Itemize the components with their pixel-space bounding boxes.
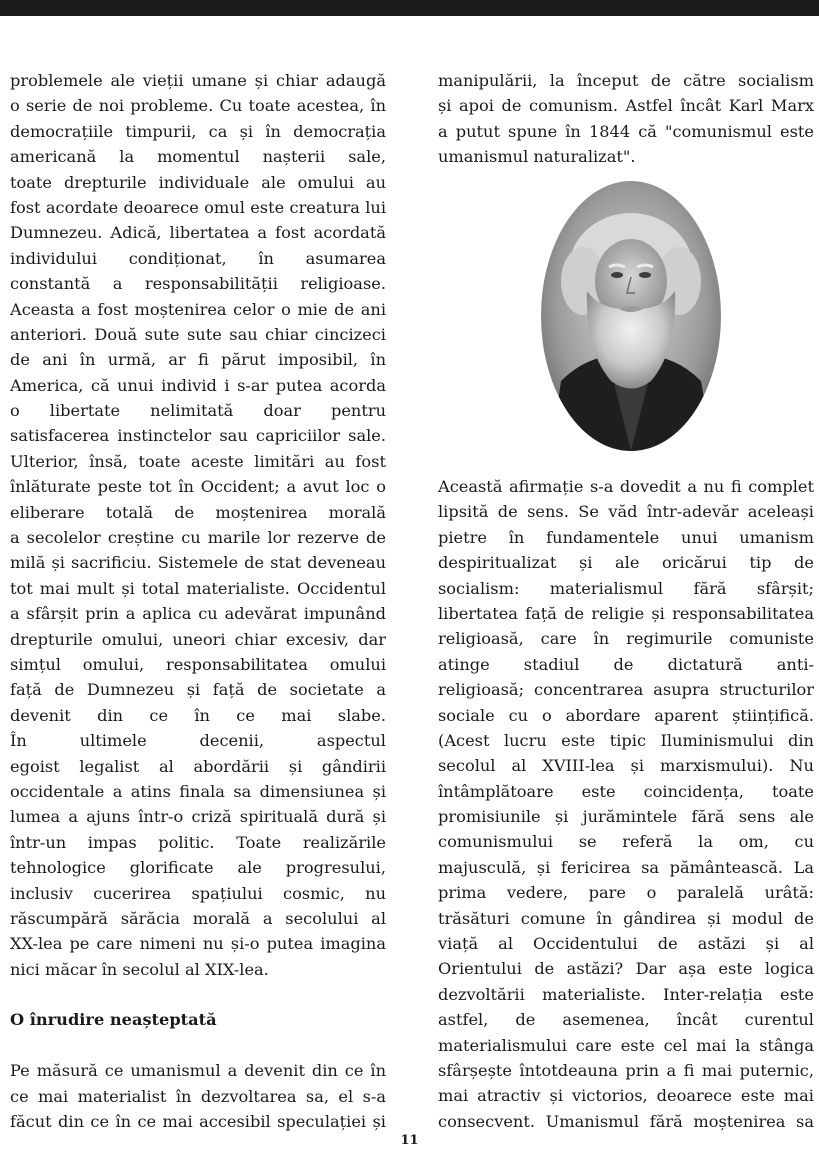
- text-line: milă și sacrificiu. Sistemele de stat deveneau: [10, 553, 386, 573]
- text-line: americană la momentul nașterii sale,: [10, 147, 386, 167]
- text-line: sociale cu o abordare aparent științifică.: [438, 705, 814, 725]
- text-line: egoist legalist al abordării și gândirii: [10, 756, 386, 776]
- text-line: umanismul naturalizat".: [438, 147, 636, 167]
- text-line: constantă a responsabilității religioase.: [10, 274, 386, 294]
- text-line: materialismului care este cel mai la stânga: [438, 1035, 814, 1055]
- text-line: occidentale a atins finala sa dimensiunea și: [10, 781, 386, 801]
- text-line: manipulării, la început de către socialism: [438, 71, 814, 90]
- text-line: astfel, de asemenea, încât curentul: [438, 1010, 814, 1030]
- text-line: întâmplătoare este coincidența, toate: [438, 781, 814, 801]
- spacer: [10, 982, 386, 1007]
- text-line: inclusiv cucerirea spațiului cosmic, nu: [10, 883, 386, 903]
- portrait-image: [541, 181, 721, 451]
- text-line: fost acordate deoarece omul este creatura lui: [10, 197, 386, 217]
- text-line: democrațiile timpurii, ca și în democrația: [10, 121, 386, 141]
- text-line: religioasă; concentrarea asupra structurilor: [438, 680, 814, 700]
- right-column-bottom: [438, 474, 814, 1134]
- text-line: XX-lea pe care nimeni nu și-o putea imagina: [10, 934, 386, 954]
- text-line: secolul al XVIII-lea și marxismului). Nu: [438, 756, 814, 776]
- text-line: de ani în urmă, ar fi părut imposibil, în: [10, 350, 386, 370]
- text-line: pietre în fundamentele unui umanism: [438, 527, 814, 547]
- text-line: sfârșește întotdeauna prin a fi mai puternic,: [438, 1060, 814, 1080]
- text-line: promisiunile și jurămintele fără sens ale: [438, 807, 814, 827]
- text-line: satisfacerea instinctelor sau capriciilor sale.: [10, 426, 386, 446]
- text-line: anteriori. Două sute sute sau chiar cincizeci: [10, 324, 386, 344]
- text-line: prima vedere, pare o paralelă urâtă:: [438, 883, 814, 903]
- text-line: consecvent. Umanismul fără moștenirea sa: [438, 1111, 814, 1131]
- text-line: America, că unui individ i s-ar putea acorda: [10, 375, 386, 395]
- text-line: nici măcar în secolul al XIX-lea.: [10, 959, 269, 979]
- section-heading: O înrudire neașteptată: [10, 1010, 217, 1030]
- left-paragraph-2: [10, 1058, 386, 1134]
- text-line: într-un impas politic. Toate realizările: [10, 832, 386, 852]
- text-line: devenit din ce în ce mai slabe.: [10, 705, 386, 725]
- text-line: individului condiționat, în asumarea: [10, 248, 386, 268]
- text-line: În ultimele decenii, aspectul: [10, 731, 386, 751]
- text-line: Dumnezeu. Adică, libertatea a fost acordată: [10, 223, 386, 243]
- text-line: religioasă, care în regimurile comuniste: [438, 629, 814, 649]
- text-line: drepturile omului, uneori chiar excesiv, dar: [10, 629, 386, 649]
- text-line: a secolelor creștine cu marile lor rezerve de: [10, 528, 386, 548]
- text-line: (Acest lucru este tipic Iluminismului din: [438, 730, 814, 750]
- text-line: dezvoltării materialiste. Inter-relația este: [438, 984, 814, 1004]
- text-line: despiritualizat și ale oricărui tip de: [438, 553, 814, 573]
- right-paragraph-2: [438, 474, 814, 1134]
- text-line: atinge stadiul de dictatură anti-: [438, 654, 814, 674]
- text-line: majusculă, și fericirea sa pământească. La: [438, 857, 814, 877]
- text-line: a sfârșit prin a aplica cu adevărat impunând: [10, 604, 386, 624]
- text-line: față de Dumnezeu și față de societate a: [10, 680, 386, 700]
- text-line: a putut spune în 1844 că "comunismul este: [438, 121, 814, 141]
- page-number: 11: [400, 1133, 419, 1148]
- top-bar: [0, 0, 819, 16]
- text-line: tot mai mult și total materialiste. Occidentul: [10, 578, 386, 598]
- text-line: simțul omului, responsabilitatea omului: [10, 654, 386, 674]
- text-line: tehnologice glorificate ale progresului,: [10, 858, 386, 878]
- text-line: libertatea față de religie și responsabilitatea: [438, 603, 814, 623]
- right-column-top: [438, 68, 814, 170]
- text-line: o libertate nelimitată doar pentru: [10, 401, 386, 421]
- text-line: comunismului se referă la om, cu: [438, 832, 814, 852]
- text-line: problemele ale vieții umane și chiar adaugă: [10, 71, 386, 90]
- text-line: ce mai materialist în dezvoltarea sa, el s-a: [10, 1086, 386, 1106]
- spacer: [10, 1033, 386, 1058]
- text-line: socialism: materialismul fără sfârșit;: [438, 578, 814, 598]
- right-paragraph-1: [438, 68, 814, 170]
- text-line: înlăturate peste tot în Occident; a avut loc o: [10, 477, 386, 497]
- text-line: eliberare totală de moștenirea morală: [10, 502, 386, 522]
- text-line: toate drepturile individuale ale omului au: [10, 172, 386, 192]
- text-line: mai atractiv și victorios, deoarece este mai: [438, 1086, 814, 1106]
- text-line: lumea a ajuns într-o criză spirituală dură și: [10, 807, 386, 827]
- text-line: făcut din ce în ce mai accesibil speculației și: [10, 1112, 386, 1132]
- text-line: trăsături comune în gândirea și modul de: [438, 908, 814, 928]
- text-line: Pe măsură ce umanismul a devenit din ce în: [10, 1061, 386, 1081]
- text-line: Aceasta a fost moștenirea celor o mie de ani: [10, 299, 386, 319]
- left-column: [10, 68, 386, 1134]
- portrait-photo-icon: [541, 181, 721, 451]
- text-line: Orientului de astăzi? Dar așa este logica: [438, 959, 814, 979]
- text-line: Ulterior, însă, toate aceste limitări au fost: [10, 451, 386, 471]
- text-line: Această afirmație s-a dovedit a nu fi complet: [438, 477, 814, 496]
- text-line: lipsită de sens. Se văd într-adevăr aceleași: [438, 502, 814, 522]
- text-line: și apoi de comunism. Astfel încât Karl Marx: [438, 96, 814, 116]
- left-paragraph-1: [10, 68, 386, 982]
- text-line: viață al Occidentului de astăzi și al: [438, 934, 814, 954]
- text-line: o serie de noi probleme. Cu toate acestea, în: [10, 96, 386, 116]
- text-line: răscumpără sărăcia morală a secolului al: [10, 908, 386, 928]
